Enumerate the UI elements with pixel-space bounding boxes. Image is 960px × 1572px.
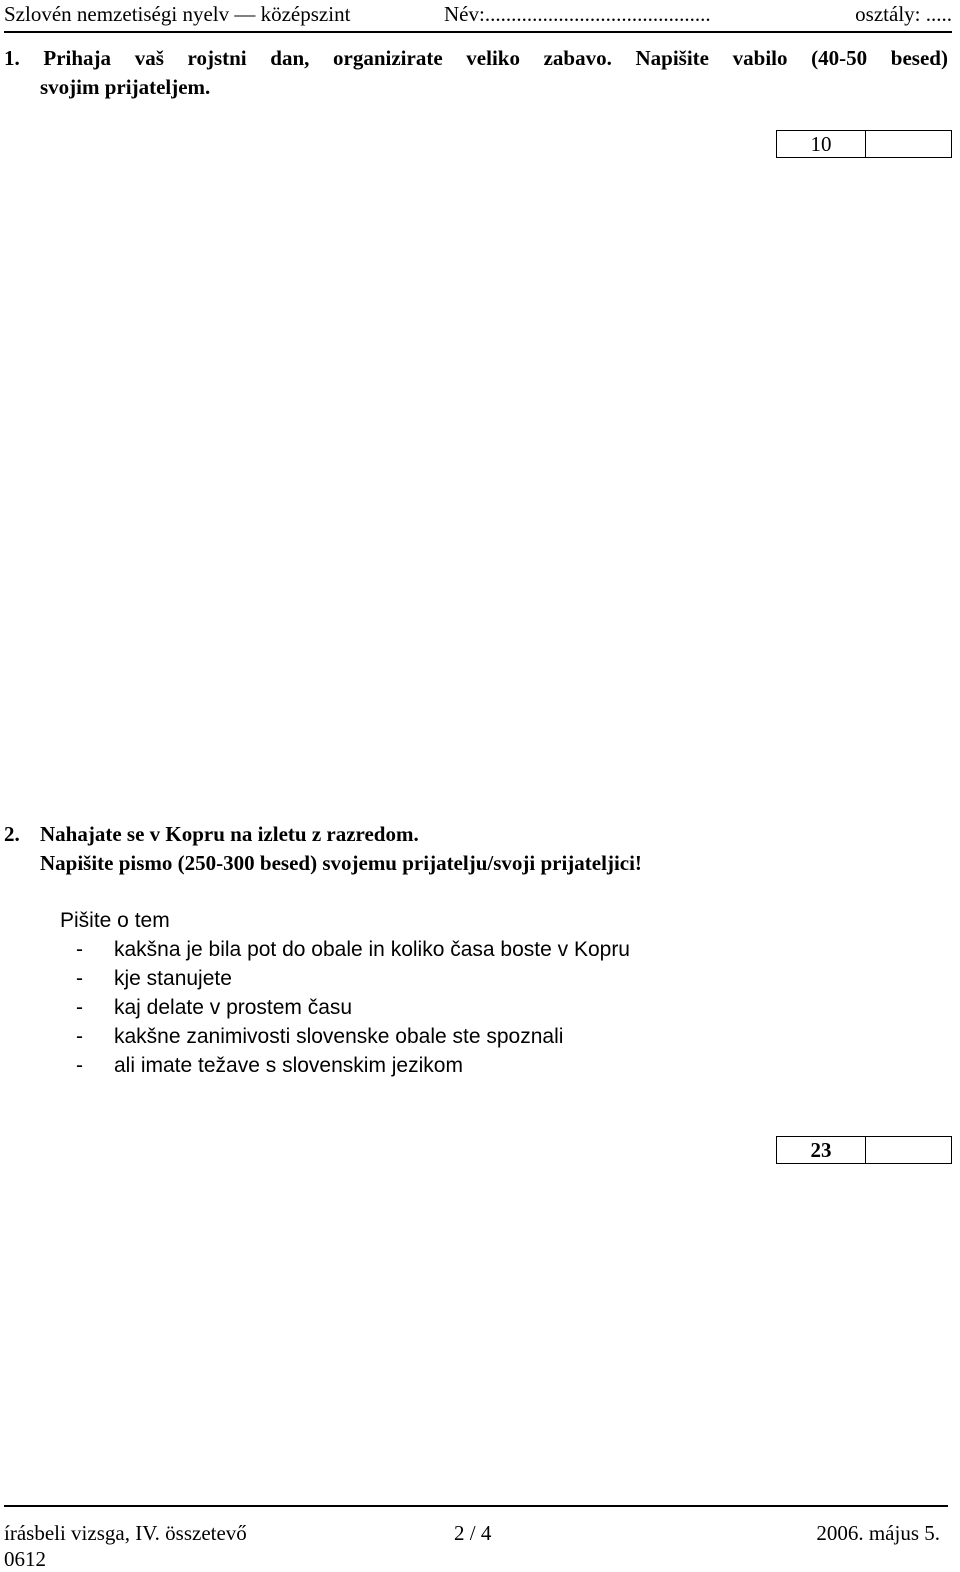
task-2-line-1-text: Nahajate se v Kopru na izletu z razredom. (40, 822, 419, 846)
list-item (76, 964, 630, 993)
task-1-word: besed) (890, 46, 948, 70)
name-field-label: Név:........................................... (444, 2, 711, 26)
topic-text: kakšne zanimivosti slovenske obale ste spoznali (114, 1025, 564, 1048)
task-1-word: vaš (134, 46, 164, 70)
task-1-earned-points-field[interactable] (866, 131, 951, 157)
task-2-max-points: 23 (777, 1137, 866, 1163)
task-2-number: 2. (4, 822, 20, 846)
list-item (76, 1051, 630, 1080)
list-dash: - (76, 996, 83, 1019)
task-2-earned-points-field[interactable] (866, 1137, 951, 1163)
page-header (4, 0, 952, 28)
task-1-instruction-line-1 (4, 44, 948, 73)
class-field-label: osztály: ..... (855, 2, 952, 26)
exam-code: 0612 (4, 1547, 46, 1571)
list-item (76, 1022, 630, 1051)
task-1-word: veliko (466, 46, 520, 70)
task-1-word: vabilo (732, 46, 788, 70)
task-1-word: Prihaja (43, 46, 112, 70)
task-2-score-box (776, 1136, 952, 1164)
task-1-word: 1. (4, 46, 20, 70)
list-item (76, 935, 630, 964)
list-dash: - (76, 1025, 83, 1048)
list-item (76, 993, 630, 1022)
topic-list (76, 935, 630, 1080)
list-dash: - (76, 1054, 83, 1077)
task-1-word: Napišite (635, 46, 709, 70)
task-1-instruction-line-2: svojim prijateljem. (40, 75, 211, 99)
task-1-word: dan, (270, 46, 310, 70)
topics-intro: Pišite o tem (60, 909, 170, 932)
topic-text: ali imate težave s slovenskim jezikom (114, 1054, 463, 1077)
task-1-word: organizirate (333, 46, 443, 70)
task-1-max-points: 10 (777, 131, 866, 157)
topic-text: kaj delate v prostem času (114, 996, 353, 1019)
task-2 (4, 820, 948, 878)
task-2-instruction-line-2: Napišite pismo (250-300 besed) svojemu prijatelju/svoji prijateljici! (40, 851, 642, 875)
task-1-word: rojstni (187, 46, 247, 70)
topic-text: kje stanujete (114, 967, 232, 990)
task-2-topics (60, 906, 630, 1080)
list-dash: - (76, 967, 83, 990)
task-1-word: (40-50 (811, 46, 868, 70)
topic-text: kakšna je bila pot do obale in koliko časa boste v Kopru (114, 938, 630, 961)
task-1-word: zabavo. (543, 46, 612, 70)
task-1 (4, 44, 948, 102)
exam-date: 2006. május 5. (816, 1521, 940, 1545)
header-divider (4, 31, 952, 33)
footer-divider (4, 1505, 948, 1507)
list-dash: - (76, 938, 83, 961)
page-number: 2 / 4 (454, 1521, 492, 1545)
exam-subject: Szlovén nemzetiségi nyelv — középszint (4, 2, 351, 26)
task-2-instruction-line-1 (4, 820, 948, 849)
exam-part-label: írásbeli vizsga, IV. összetevő (4, 1521, 247, 1545)
task-1-score-box (776, 130, 952, 158)
